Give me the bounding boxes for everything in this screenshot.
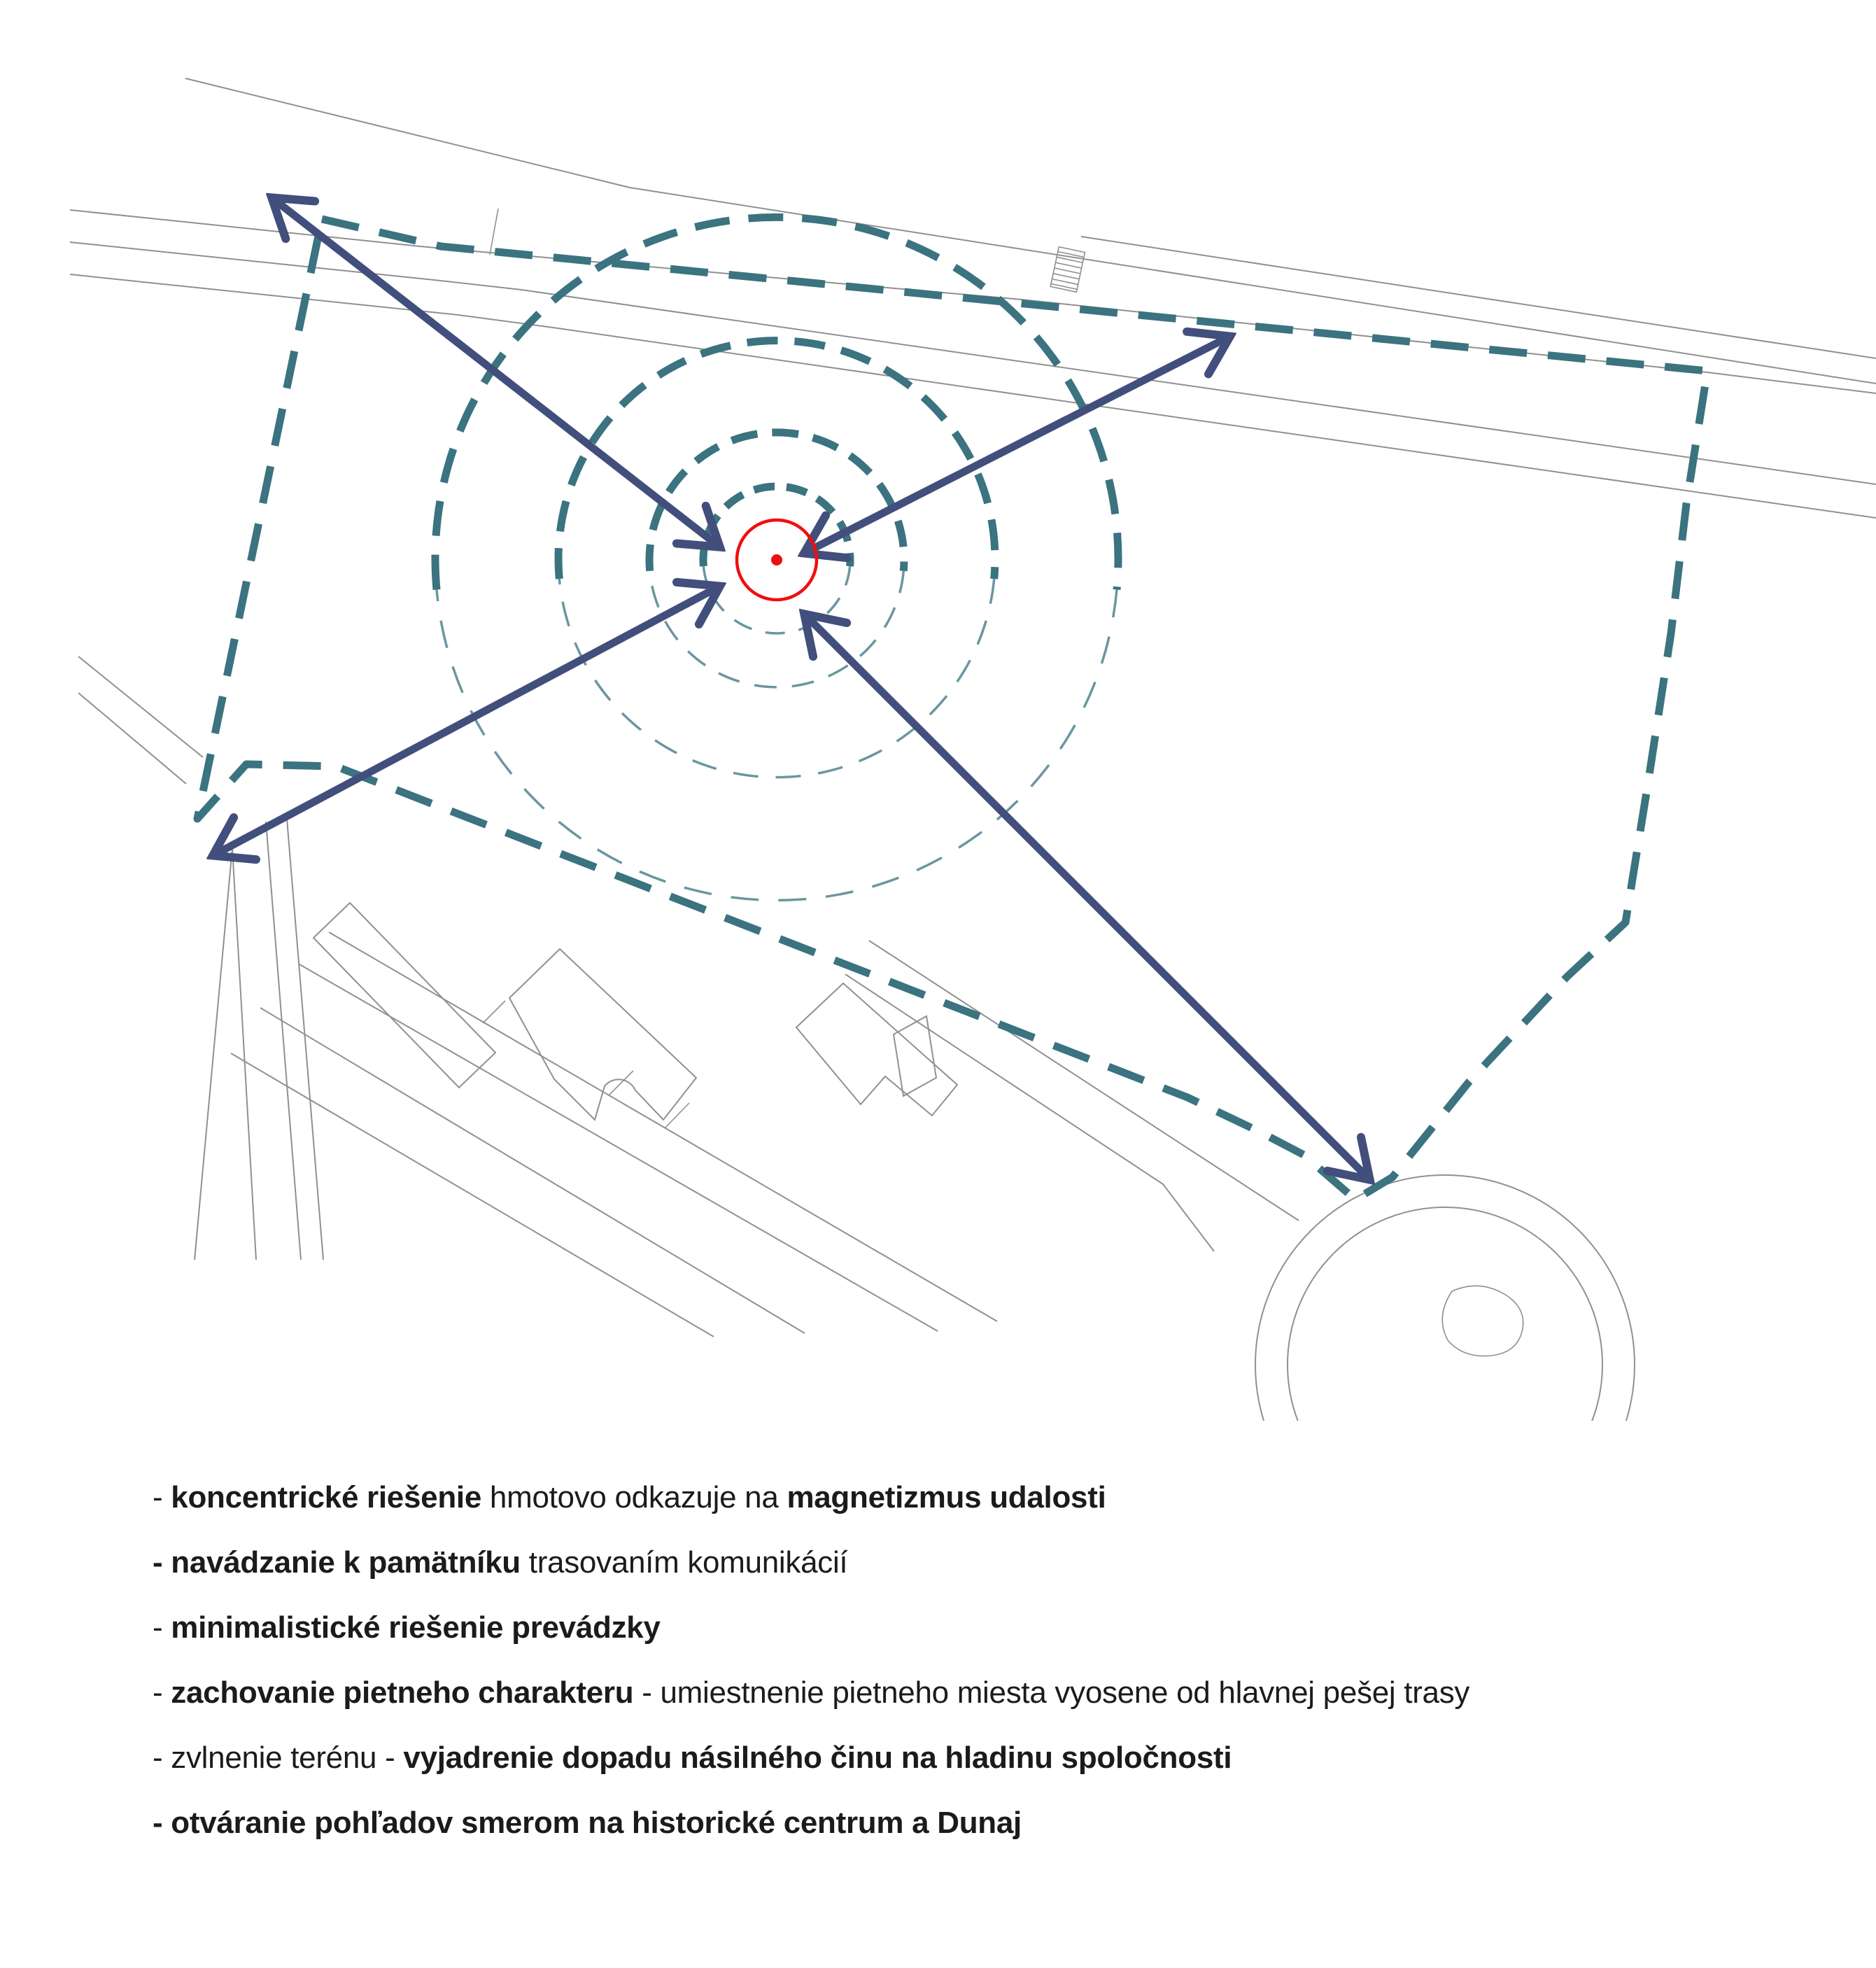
note-line: - koncentrické riešenie hmotovo odkazuje na magnetizmus udalosti bbox=[153, 1480, 1106, 1514]
note-line: - navádzanie k pamätníku trasovaním komunikácií bbox=[153, 1545, 848, 1580]
building-outlines bbox=[78, 656, 1299, 1337]
roundabout bbox=[1255, 1175, 1635, 1421]
view-axis-arrow-ne bbox=[805, 337, 1229, 553]
note-line: - zachovanie pietneho charakteru - umiestnenie pietneho miesta vyosene od hlavnej pešej trasy bbox=[153, 1675, 1470, 1710]
site-boundary-dashed bbox=[197, 219, 1707, 1200]
ring-bottom-arc-4 bbox=[437, 590, 1117, 901]
note-line: - minimalistické riešenie prevádzky bbox=[153, 1610, 661, 1645]
ring-top-arc-1 bbox=[703, 486, 850, 566]
view-axes bbox=[213, 198, 1369, 1179]
ring-bottom-arc-2 bbox=[650, 571, 904, 687]
note-line: - otváranie pohľadov smerom na historické centrum a Dunaj bbox=[153, 1806, 1022, 1840]
ring-top-arc-2 bbox=[649, 433, 904, 571]
note-line: - zvlnenie terénu - vyjadrenie dopadu násilného činu na hladinu spoločnosti bbox=[153, 1741, 1232, 1775]
concept-notes bbox=[153, 1482, 1762, 1873]
memorial-point bbox=[737, 520, 817, 600]
ring-bottom-arc-3 bbox=[559, 579, 994, 778]
crosswalk-hatch bbox=[1050, 247, 1085, 293]
ring-top-arc-3 bbox=[558, 341, 995, 579]
memorial-dot bbox=[771, 554, 782, 565]
